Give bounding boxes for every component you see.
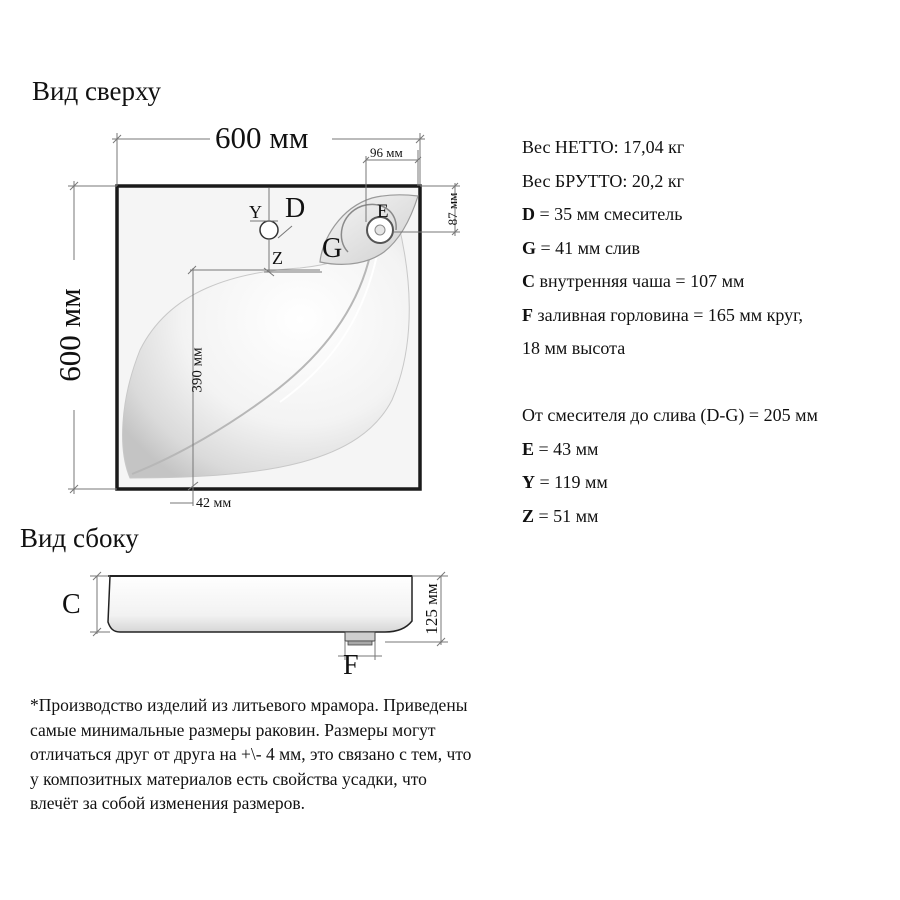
spec-g-key: G [522, 237, 537, 258]
spec-d-key: D [522, 204, 535, 224]
dim-c [90, 572, 110, 636]
specifications [522, 131, 818, 533]
spec-y-text: = 119 мм [535, 472, 608, 492]
footnote-line-4: у композитных материалов есть свойства усадки, что [30, 768, 427, 789]
footnote [30, 693, 471, 816]
side-view-body [108, 576, 412, 632]
spec-d [522, 198, 818, 232]
spec-e [522, 433, 818, 467]
drain-pipe [345, 632, 375, 641]
spec-c-key: C [522, 271, 535, 291]
marker-e: E [377, 201, 389, 222]
offset-right-label: 87 мм [445, 192, 460, 226]
marker-g: G [322, 233, 343, 264]
spec-c [522, 265, 818, 299]
footnote-line-1: *Производство изделий из литьевого мрамора. Приведены [30, 695, 468, 715]
drain-hole-inner [375, 225, 385, 235]
top-view-title: Вид сверху [32, 76, 161, 106]
footnote-line-3: отличаться друг от друга на +\- 4 мм, это связано с тем, что [30, 744, 472, 764]
spec-spacer [522, 366, 818, 400]
spec-z-key: Z [522, 505, 535, 526]
spec-e-text: = 43 мм [534, 438, 599, 459]
width-dimension-label: 600 мм [215, 120, 309, 155]
faucet-hole [260, 221, 278, 239]
side-height-label: 125 мм [422, 583, 441, 635]
spec-y [522, 466, 818, 500]
marker-d: D [285, 193, 306, 224]
spec-f-text: заливная горловина = 165 мм круг, [533, 304, 803, 325]
net-weight: Вес НЕТТО: 17,04 кг [522, 137, 685, 157]
drain-pipe-cap [348, 641, 372, 645]
marker-c: C [62, 589, 81, 620]
bottom-offset-label: 42 мм [196, 496, 232, 511]
marker-z: Z [272, 248, 283, 268]
spec-f [522, 299, 818, 333]
spec-g-text: = 41 мм слив [536, 237, 641, 258]
spec-y-key: Y [522, 472, 535, 492]
spec-dg: От смесителя до слива (D-G) = 205 мм [522, 405, 818, 425]
spec-c-text: внутренняя чаша = 107 мм [535, 271, 745, 291]
bowl-length-label: 390 мм [189, 347, 206, 393]
spec-f-continued: 18 мм высота [522, 338, 626, 358]
gross-weight: Вес БРУТТО: 20,2 кг [522, 170, 684, 191]
side-view-title: Вид сбоку [20, 523, 139, 553]
offset-top-label: 96 мм [370, 145, 403, 160]
spec-f-key: F [522, 304, 533, 325]
spec-e-key: E [522, 438, 535, 459]
marker-y: Y [249, 202, 262, 222]
spec-d-text: = 35 мм смеситель [535, 204, 683, 224]
height-dimension-label: 600 мм [52, 288, 87, 382]
footnote-line-2: самые минимальные размеры раковин. Размеры могут [30, 719, 436, 740]
footnote-line-5: влечёт за собой изменения размеров. [30, 793, 305, 813]
spec-g [522, 232, 818, 266]
spec-z [522, 500, 818, 534]
marker-f: F [343, 650, 359, 681]
spec-z-text: = 51 мм [534, 505, 599, 526]
